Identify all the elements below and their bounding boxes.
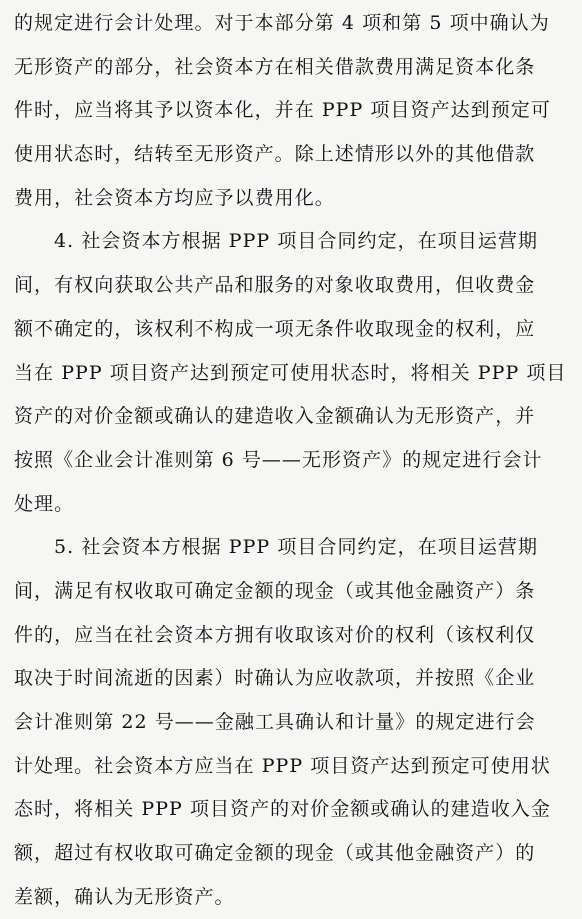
paragraph-item-5 xyxy=(14,526,582,919)
text-line: 4. 社会资本方根据 PPP 项目合同约定，在项目运营期 xyxy=(54,230,538,253)
text-line: 使用状态时，结转至无形资产。除上述情形以外的其他借款 xyxy=(14,143,536,166)
text-line: 当在 PPP 项目资产达到预定可使用状态时，将相关 PPP 项目 xyxy=(14,361,567,384)
text-line: 处理。 xyxy=(14,492,75,515)
paragraph-item-4 xyxy=(14,220,582,526)
text-line: 计处理。社会资本方应当在 PPP 项目资产达到预定可使用状 xyxy=(14,754,551,777)
text-line: 按照《企业会计准则第 6 号——无形资产》的规定进行会计 xyxy=(14,448,543,471)
text-line: 间，满足有权收取可确定金额的现金（或其他金融资产）条 xyxy=(14,579,536,602)
text-line: 件的，应当在社会资本方拥有收取该对价的权利（该权利仅 xyxy=(14,623,536,646)
text-line: 无形资产的部分，社会资本方在相关借款费用满足资本化条 xyxy=(14,55,536,78)
text-line: 额不确定的，该权利不构成一项无条件收取现金的权利，应 xyxy=(14,317,536,340)
text-line: 资产的对价金额或确认的建造收入金额确认为无形资产，并 xyxy=(14,405,536,428)
text-line: 费用，社会资本方均应予以费用化。 xyxy=(14,186,335,209)
text-line: 取决于时间流逝的因素）时确认为应收款项，并按照《企业 xyxy=(14,667,536,690)
text-line: 额，超过有权收取可确定金额的现金（或其他金融资产）的 xyxy=(14,842,536,865)
text-line: 间，有权向获取公共产品和服务的对象收取费用，但收费金 xyxy=(14,274,536,297)
text-line: 5. 社会资本方根据 PPP 项目合同约定，在项目运营期 xyxy=(54,536,538,559)
text-line: 态时，将相关 PPP 项目资产的对价金额或确认的建造收入金 xyxy=(14,798,551,821)
text-line: 的规定进行会计处理。对于本部分第 4 项和第 5 项中确认为 xyxy=(14,12,550,34)
text-line: 会计准则第 22 号——金融工具确认和计量》的规定进行会 xyxy=(14,711,536,733)
text-line: 差额，确认为无形资产。 xyxy=(14,885,235,908)
text-line: 件时，应当将其予以资本化，并在 PPP 项目资产达到预定可 xyxy=(14,99,551,122)
paragraph-continuation xyxy=(14,2,582,220)
